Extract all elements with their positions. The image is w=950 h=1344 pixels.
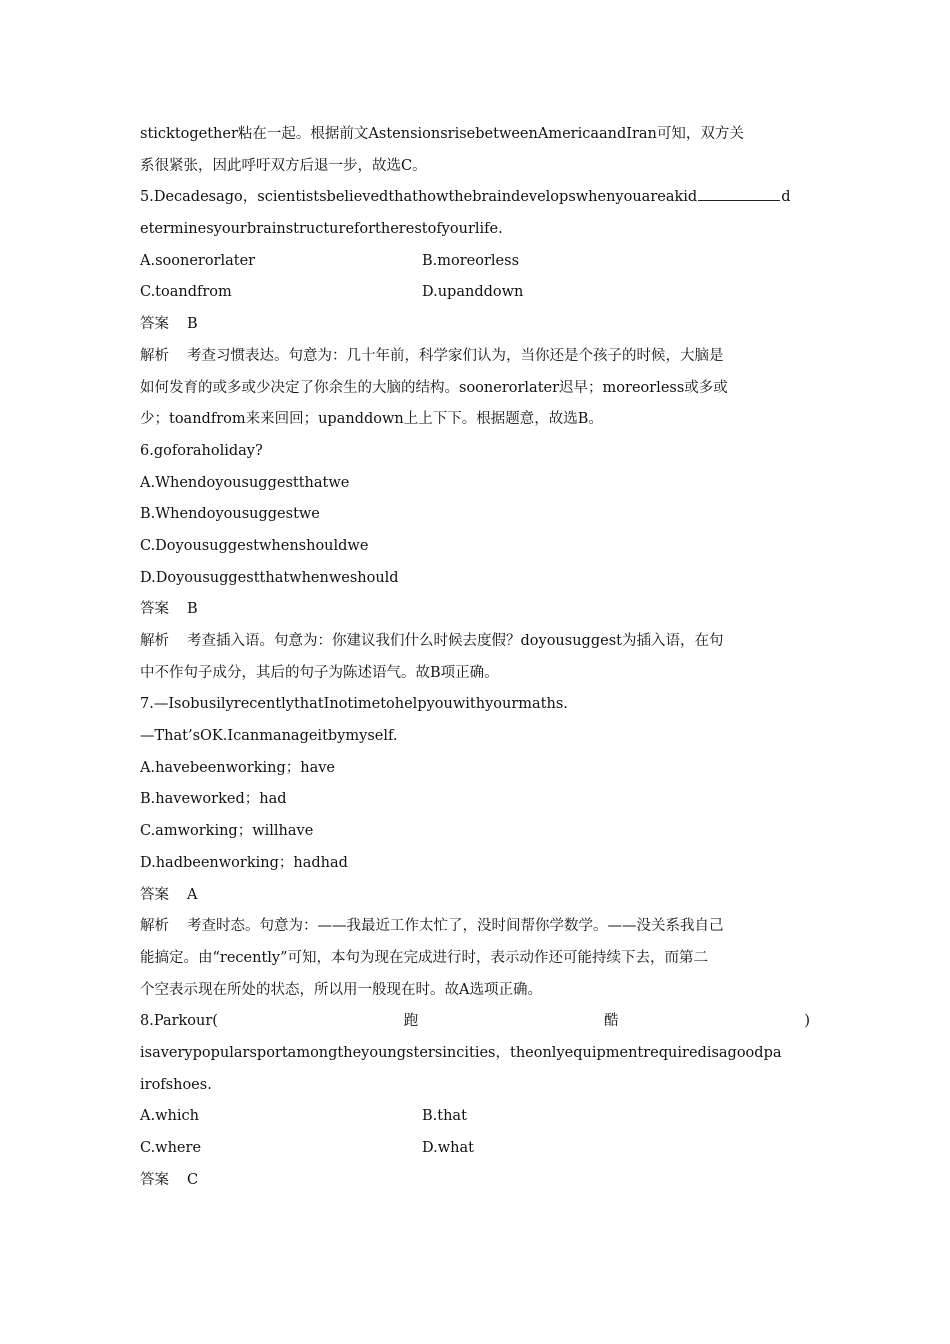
- question-text: ): [804, 1013, 810, 1030]
- text-line: eterminesyourbrainstructurefortherestofyourlife.: [140, 221, 503, 238]
- option-b: B.Whendoyousuggestwe: [140, 506, 320, 523]
- question-text: 酷: [604, 1013, 619, 1030]
- option-c: C.amworking；willhave: [140, 823, 314, 840]
- options-row: [140, 277, 810, 309]
- question-8-stem: [140, 1006, 810, 1038]
- option-c: C.Doyousuggestwhenshouldwe: [140, 537, 369, 554]
- option-a: A.Whendoyousuggestthatwe: [140, 474, 350, 491]
- question-7-stem: 7.—IsobusilyrecentlythatInotimetohelpyouwithyourmaths.: [140, 696, 568, 713]
- option-c: C.where: [140, 1140, 202, 1156]
- question-6-stem: 6.goforaholiday?: [140, 442, 263, 459]
- options-row: [140, 246, 810, 278]
- option-a: A.soonerorlater: [140, 252, 256, 269]
- option-a: A.havebeenworking；have: [140, 759, 335, 776]
- text-line: 少；toandfrom来来回回；upanddown上上下下。根据题意，故选B。: [140, 411, 603, 428]
- answer-label: 答案: [140, 601, 169, 618]
- options-row: [140, 1133, 810, 1165]
- text-line: 系很紧张，因此呼吁双方后退一步，故选C。: [140, 157, 427, 174]
- answer-line: [140, 880, 810, 912]
- text-line: isaverypopularsportamongtheyoungstersincities，theonlyequipmentrequiredisagoodpa: [140, 1044, 782, 1061]
- explanation-text: 考查插入语。句意为：你建议我们什么时候去度假？doyousuggest为插入语，在句: [187, 633, 724, 649]
- text-line: 中不作句子成分，其后的句子为陈述语气。故B项正确。: [140, 664, 499, 681]
- option-b: B.moreorless: [422, 252, 520, 269]
- question-5-stem: [140, 182, 810, 214]
- option-d: D.hadbeenworking；hadhad: [140, 854, 348, 871]
- answer-label: 答案: [140, 316, 169, 333]
- explanation-label: 解析: [140, 633, 169, 649]
- answer-value: B: [187, 601, 198, 618]
- answer-value: B: [187, 316, 198, 333]
- question-text: 5.Decadesago，scientistsbelievedthathowthebraindevelopswhenyouareakid: [140, 189, 698, 206]
- answer-value: C: [187, 1171, 199, 1188]
- question-text: 跑: [403, 1013, 419, 1030]
- text-line: irofshoes.: [140, 1076, 212, 1093]
- answer-line: [140, 594, 810, 626]
- option-d: D.Doyousuggestthatwhenweshould: [140, 569, 399, 586]
- explanation-text: 考查习惯表达。句意为：几十年前，科学家们认为，当你还是个孩子的时候，大脑是: [187, 347, 724, 364]
- answer-line: [140, 1165, 810, 1197]
- option-b: B.that: [422, 1108, 467, 1125]
- answer-line: [140, 309, 810, 341]
- text-line: —That’sOK.Icanmanageitbymyself.: [140, 728, 398, 745]
- explanation-label: 解析: [140, 918, 169, 935]
- text-line: 个空表示现在所处的状态，所以用一般现在时。故A选项正确。: [140, 981, 542, 998]
- answer-label: 答案: [140, 886, 169, 903]
- explanation-line: [140, 626, 810, 658]
- question-text: 8.Parkour(: [140, 1013, 218, 1030]
- text-line: 能搞定。由“recently”可知，本句为现在完成进行时，表示动作还可能持续下去，而第二: [140, 949, 709, 966]
- answer-label: 答案: [140, 1171, 169, 1188]
- option-d: D.what: [422, 1140, 474, 1156]
- options-row: [140, 1101, 810, 1133]
- question-text: d: [781, 189, 791, 206]
- answer-value: A: [187, 886, 198, 903]
- text-line: 如何发育的或多或少决定了你余生的大脑的结构。soonerorlater迟早；moreorless或多或: [140, 379, 728, 396]
- explanation-line: [140, 341, 810, 373]
- answer-blank: [698, 186, 780, 201]
- option-d: D.upanddown: [422, 284, 524, 301]
- option-a: A.which: [140, 1108, 199, 1125]
- explanation-line: [140, 911, 810, 943]
- explanation-text: 考查时态。句意为：——我最近工作太忙了，没时间帮你学数学。——没关系我自己: [187, 918, 724, 935]
- option-c: C.toandfrom: [140, 284, 232, 301]
- option-b: B.haveworked；had: [140, 791, 287, 808]
- text-line: sticktogether粘在一起。根据前文AstensionsrisebetweenAmericaandIran可知，双方关: [140, 126, 744, 142]
- explanation-label: 解析: [140, 347, 169, 364]
- document-page: [140, 119, 810, 1196]
